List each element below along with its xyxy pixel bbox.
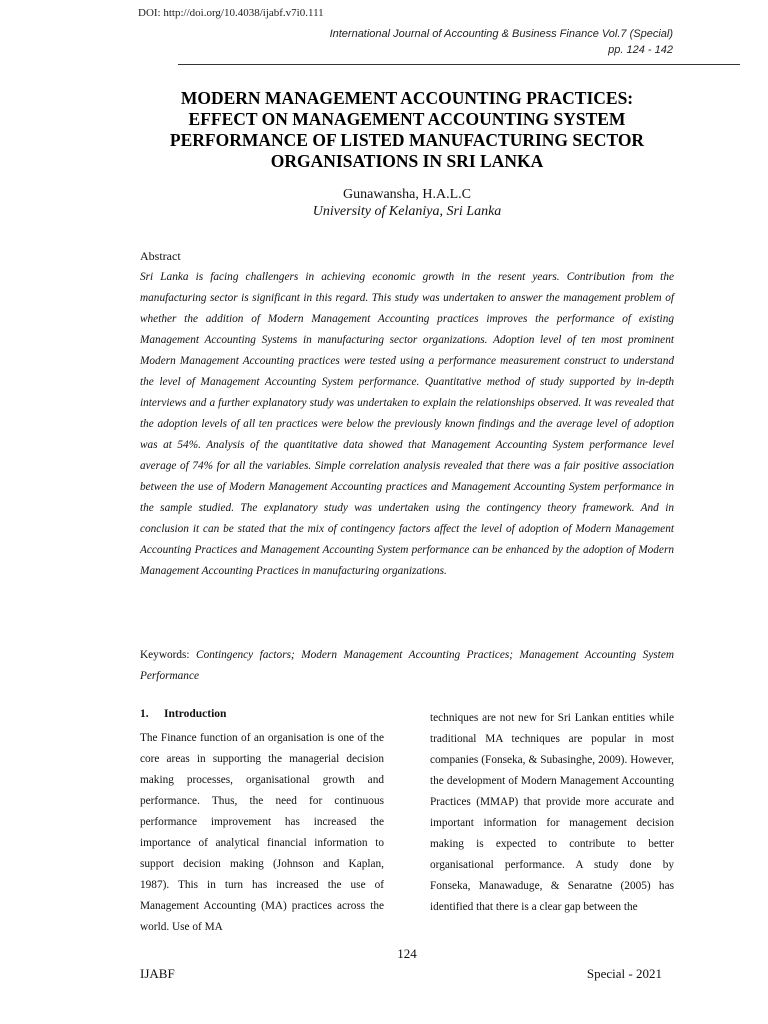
intro-left-column: The Finance function of an organisation is one of the core areas in supporting the managerial decision making processes, organisational growth and performance. Thus, the need for continuous performance improvement has increased the importance of analytical financial information to support decision making (Johnson and Kaplan, 1987). This in turn has increased the use of Management Accounting (MA) practices across the world. Use of MA [140, 732, 384, 933]
doi-link[interactable]: DOI: http://doi.org/10.4038/ijabf.v7i0.111 [138, 7, 324, 19]
section-title: Introduction [164, 708, 227, 720]
author-affiliation: University of Kelaniya, Sri Lanka [312, 204, 502, 219]
title-line: EFFECT ON MANAGEMENT ACCOUNTING SYSTEM [188, 109, 626, 129]
section-number: 1. [140, 708, 149, 720]
intro-right-column: techniques are not new for Sri Lankan entities while traditional MA techniques are popular in most companies (Fonseka, & Subasinghe, 2009). However, the development of Modern Management Accounting Practices (MMAP) that provide more accurate and important information for management decision making is expected to contribute to better organisational performance. A study done by Fonseka, Manawaduge, & Senaratne (2005) has identified that there is a clear gap between the [430, 712, 674, 913]
footer-journal-abbrev: IJABF [140, 966, 175, 981]
journal-title: International Journal of Accounting & Business Finance Vol.7 (Special) [329, 28, 673, 40]
journal-pages: pp. 124 - 142 [608, 44, 673, 56]
keywords-text: Contingency factors; Modern Management Accounting Practices; Management Accounting System Performance [140, 649, 674, 682]
author-name: Gunawansha, H.A.L.C [343, 187, 471, 202]
title-line: ORGANISATIONS IN SRI LANKA [270, 151, 544, 171]
journal-header [330, 26, 673, 58]
paper-title [140, 88, 674, 172]
abstract-text: Sri Lanka is facing challengers in achieving economic growth in the resent years. Contribution from the manufacturing sector is significant in this regard. This study was undertaken to answer the management problem of whether the addition of Modern Management Accounting practices improves the performance of existing Management Accounting Systems in manufacturing sector organizations. Adoption level of ten most prominent Modern Management Accounting practices were tested using a performance measurement construct to understand the level of Management Accounting System performance. Quantitative method of study supported by in-depth interviews and a further explanatory study was undertaken to explain the relationships observed. It was revealed that the adoption levels of all ten practices were below the previously known findings and the average level of adoption was at 54%. Analysis of the quantitative data showed that Management Accounting System performance level average of 74% for all the variables. Simple correlation analysis revealed that there was a fair positive association between the use of Modern Management Accounting practices and Management Accounting System performance in the sample studied. The explanatory study was undertaken using the contingency theory framework. And in conclusion it can be stated that the mix of contingency factors affect the level of adoption of Modern Management Accounting Practices and Management Accounting System performance can be enhanced by the adoption of Modern Management Accounting Practices in manufacturing organizations. [140, 271, 674, 577]
section-heading [140, 708, 226, 720]
keywords-label: Keywords: [140, 649, 197, 661]
keywords [140, 645, 674, 687]
header-rule [178, 64, 740, 65]
abstract-heading: Abstract [140, 249, 181, 263]
footer-issue: Special - 2021 [586, 966, 662, 981]
page-number: 124 [397, 946, 417, 961]
title-line: MODERN MANAGEMENT ACCOUNTING PRACTICES: [180, 88, 634, 108]
title-line: PERFORMANCE OF LISTED MANUFACTURING SECTOR [169, 130, 645, 150]
